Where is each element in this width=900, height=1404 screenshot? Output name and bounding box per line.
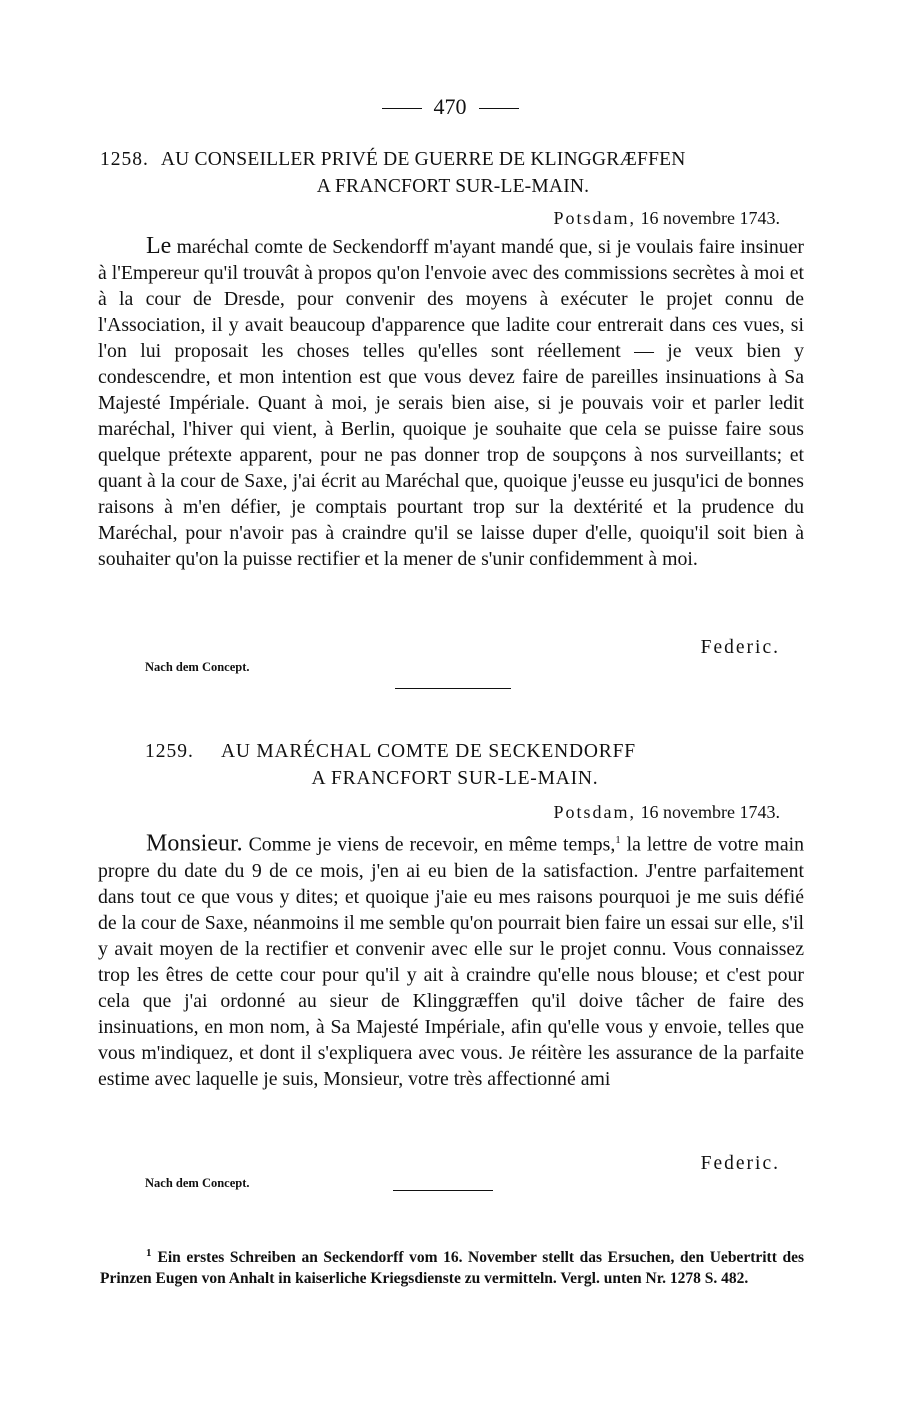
letter-1258-heading [100,146,806,200]
opening-word: Monsieur. [146,830,243,857]
folio-dash-right [479,108,519,109]
opening-word: Le [146,233,172,259]
letter-body-text: maréchal comte de Seckendorff m'ayant mandé que, si je voulais faire insinuer à l'Empereur qu'il trouvât à propos qu'on l'envoie avec des commissions secrètes à moi et à la cour de Dresde, pour convenir des moyens à exécuter le projet connu de l'Association, il y avait beaucoup d'apparence que ladite cour entrerait dans ces vues, si l'on lui proposait les choses telles qu'elles sont réellement — je veux bien y condescendre, et mon intention est que vous devez faire de pareilles insinuations à Sa Majesté Impériale. Quant à moi, je serais bien aise, si je pouvais voir et parler ledit maréchal, l'hiver qui vient, à Berlin, quoique je souhaite que cela se puisse faire sous quelque prétexte apparent, pour ne pas donner trop de soupçons à nos surveillants; et quant à la cour de Saxe, j'ai écrit au Maréchal que, quoique j'eusse eu jusqu'ici de bonnes raisons à m'en défier, je comptais pourtant trop sur la dextérité et la prudence du Maréchal, pour n'avoir pas à craindre qu'il se laisse duper d'elle, quoiqu'il soit bien à souhaiter qu'on la puisse rectifier et la mener de s'unir confidemment à moi. [98,236,804,570]
letter-body-text-part1: Comme je viens de recevoir, en même temps, [248,833,616,856]
letter-1258-dateline [554,208,781,229]
letter-1258-source-note: Nach dem Concept. [145,660,250,674]
dateline-place: Potsdam, [553,208,637,228]
letter-1259-body [98,827,804,1092]
footnote-reference: 1 [615,834,621,846]
dateline-date: 16 novembre 1743. [640,802,780,822]
letter-body-text-part2: la lettre de votre main propre du date du 9 de ce mois, j'en ai eu bien de la satisfaction. J'entre parfaitement dans tout ce que vous y dites; et quoique j'aie eu mes raisons pourquoi je me suis défié de la cour de Saxe, néanmoins il me semble qu'on pourrait bien faire un essai sur elle, s'il y avait moyen de la rectifier et convenir avec elle sur le projet connu. Vous connaissez trop les êtres de cette cour pour qu'il y ait à craindre qu'elle nous blouse; et c'est pour cela que j'ai ordonné au sieur de Klinggræffen qu'il doive tâcher de faire des insinuations, en mon nom, à Sa Majesté Impériale, afin qu'elle vous y envoie, telles que vous m'indiquez, et dont il s'expliquera avec vous. Je réitère les assurance de la parfaite estime avec laquelle je suis, Monsieur, votre très affectionné ami [98,833,804,1090]
page-number [0,94,900,120]
letter-number: 1259. [145,741,194,762]
letter-title-line1: AU CONSEILLER PRIVÉ DE GUERRE DE KLINGGRÆFFEN [160,149,686,170]
footnote-text: Ein erstes Schreiben an Seckendorff vom 16. November stellt das Ersuchen, den Uebertritt des Prinzen Eugen von Anhalt in kaiserliche Kriegsdienste zu vermitteln. Vergl. unten Nr. 1278 S. 482. [100,1249,804,1288]
letter-1259-dateline [554,802,781,823]
letter-title-line2: A FRANCFORT SUR-LE-MAIN. [316,176,590,197]
footnote [100,1243,804,1289]
dateline-place: Potsdam, [553,802,637,822]
letter-1259-heading [145,738,765,792]
letter-1259-source-note: Nach dem Concept. [145,1176,250,1190]
letter-1259-signature: Federic. [700,1153,780,1174]
letter-1258-signature: Federic. [700,637,780,658]
folio-dash-left [382,108,422,109]
footnote-divider [393,1190,493,1191]
letter-title-line1: AU MARÉCHAL COMTE DE SECKENDORFF [220,741,636,762]
dateline-date: 16 novembre 1743. [640,208,780,228]
page-number-text: 470 [433,94,467,119]
letter-number: 1258. [100,149,149,170]
footnote-mark: 1 [146,1247,152,1259]
section-divider [395,688,511,689]
letter-title-line2: A FRANCFORT SUR-LE-MAIN. [311,768,599,789]
letter-1258-body [98,233,804,572]
